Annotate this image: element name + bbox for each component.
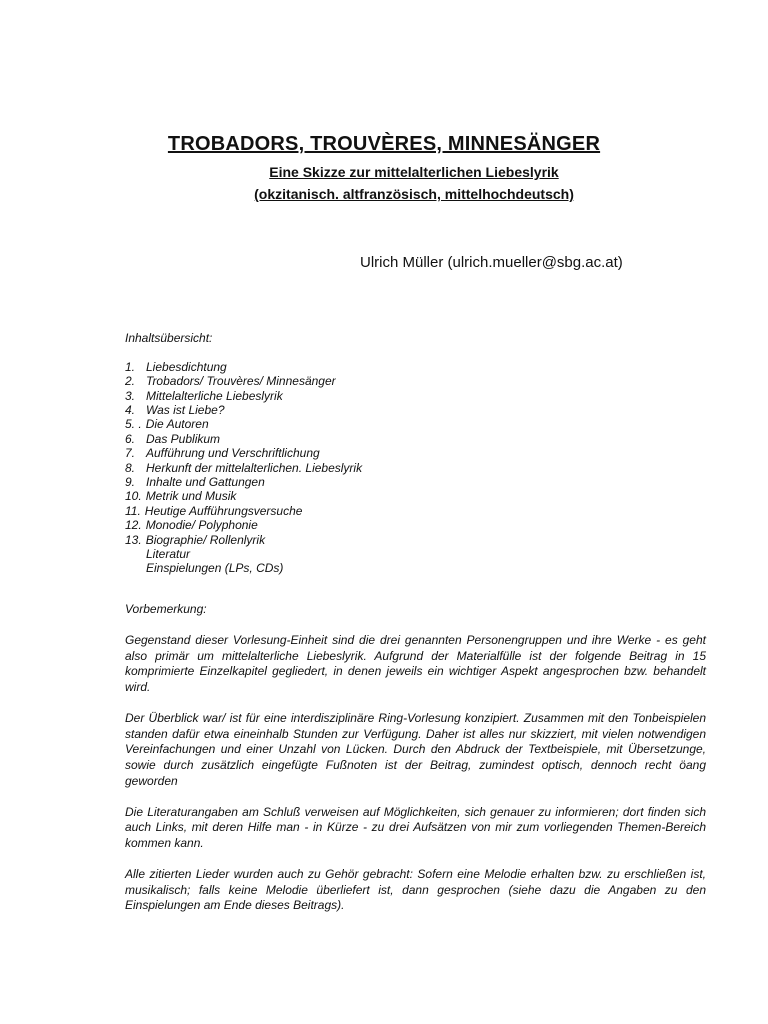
toc-item [125,504,362,518]
toc-item-text: Trobadors/ Trouvères/ Minnesänger [146,374,336,389]
toc-item-text: Mittelalterliche Liebeslyrik [146,388,283,403]
preface-paragraph: Der Überblick war/ ist für eine interdisziplinäre Ring-Vorlesung konzipiert. Zusammen mit den Tonbeispielen standen dafür etwa eineinhalb Stunden zur Verfügung. Daher ist alles nur skizziert, mit vielen notwendigen Vereinfachungen und einer Unzahl von Lücken. Durch den Abdruck der Textbeispiele, mit Übersetzunge, sowie durch zusätzlich eingefügte Fußnoten ist der Beitrag, zumindest optisch, dennoch recht öang geworden [125,711,706,788]
toc-item [125,374,362,388]
toc-item [125,360,362,374]
document-title: TROBADORS, TROUVÈRES, MINNESÄNGER [167,133,601,155]
preface-section [125,602,706,929]
toc-item-number: 13. [125,532,142,547]
toc-item-text: Einspielungen (LPs, CDs) [146,561,284,576]
toc-item-number [125,561,146,575]
toc-item-text: Monodie/ Polyphonie [145,518,258,533]
toc-item-number: 5. . [125,417,142,432]
toc-item [125,417,362,431]
preface-paragraph: Die Literaturangaben am Schluß verweisen auf Möglichkeiten, sich genauer zu informieren; dort finden sich auch Links, mit deren Hilfe man - in Kürze - zu drei Aufsätzen von mir zum vorliegenden Themen-Bereich kommen kann. [125,804,706,850]
toc-list [125,360,362,576]
toc-item-text: Liebesdichtung [146,359,227,374]
toc-item-number: 2. [125,374,136,389]
toc-item [125,403,362,417]
toc-item [125,432,362,446]
toc-item [125,389,362,403]
toc-item-number: 9. [125,475,136,490]
toc-item [125,547,362,561]
toc-item-number: 10. [125,489,142,504]
toc-item-text: Metrik und Musik [145,489,237,504]
toc-item-text: Heutige Aufführungsversuche [144,503,303,518]
toc-item-number: 7. [125,446,136,461]
toc-item [125,518,362,532]
toc-item-number: 8. [125,460,136,475]
toc-item [125,561,362,575]
toc-item-number: 3. [125,388,136,403]
toc-item-text: Das Publikum [146,431,221,446]
toc-item-text: Literatur [146,547,191,562]
preface-heading: Vorbemerkung: [125,602,207,616]
toc-item-text: Aufführung und Verschriftlichung [146,446,320,461]
toc-heading: Inhaltsübersicht: [125,331,213,345]
toc-item-text: Herkunft der mittelalterlichen. Liebeslyrik [146,460,363,475]
toc-item [125,489,362,503]
toc-item-number [125,547,146,561]
toc-item-text: Die Autoren [145,417,209,432]
toc-item-text: Was ist Liebe? [146,403,225,418]
toc-item-number: 12. [125,518,142,533]
table-of-contents [125,331,362,576]
toc-item [125,533,362,547]
preface-paragraph: Gegenstand dieser Vorlesung-Einheit sind die drei genannten Personengruppen und ihre Werke - es geht also primär um mittelalterliche Liebeslyrik. Aufgrund der Materialfülle ist der folgende Beitrag in 15 komprimierte Einzelkapitel gegliedert, in denen jeweils ein wichtiger Aspekt angesprochen bzw. behandelt wird. [125,633,706,694]
toc-item [125,475,362,489]
toc-item [125,461,362,475]
toc-item-number: 1. [125,359,136,374]
document-subtitle: Eine Skizze zur mittelalterlichen Liebeslyrik [269,164,559,180]
toc-item-text: Inhalte und Gattungen [146,475,265,490]
toc-item-number: 11. [125,503,141,518]
toc-item-number: 6. [125,431,136,446]
toc-item [125,446,362,460]
toc-item-text: Biographie/ Rollenlyrik [145,532,266,547]
author-line: Ulrich Müller (ulrich.mueller@sbg.ac.at) [360,254,623,271]
toc-item-number: 4. [125,403,136,418]
document-subtitle-languages: (okzitanisch. altfranzösisch, mittelhochdeutsch) [254,186,574,202]
preface-paragraph: Alle zitierten Lieder wurden auch zu Gehör gebracht: Sofern eine Melodie erhalten bzw. zu erschließen ist, musikalisch; falls keine Melodie überliefert ist, dann gesprochen (siehe dazu die Angaben zu den Einspielungen am Ende dieses Beitrags). [125,867,706,913]
